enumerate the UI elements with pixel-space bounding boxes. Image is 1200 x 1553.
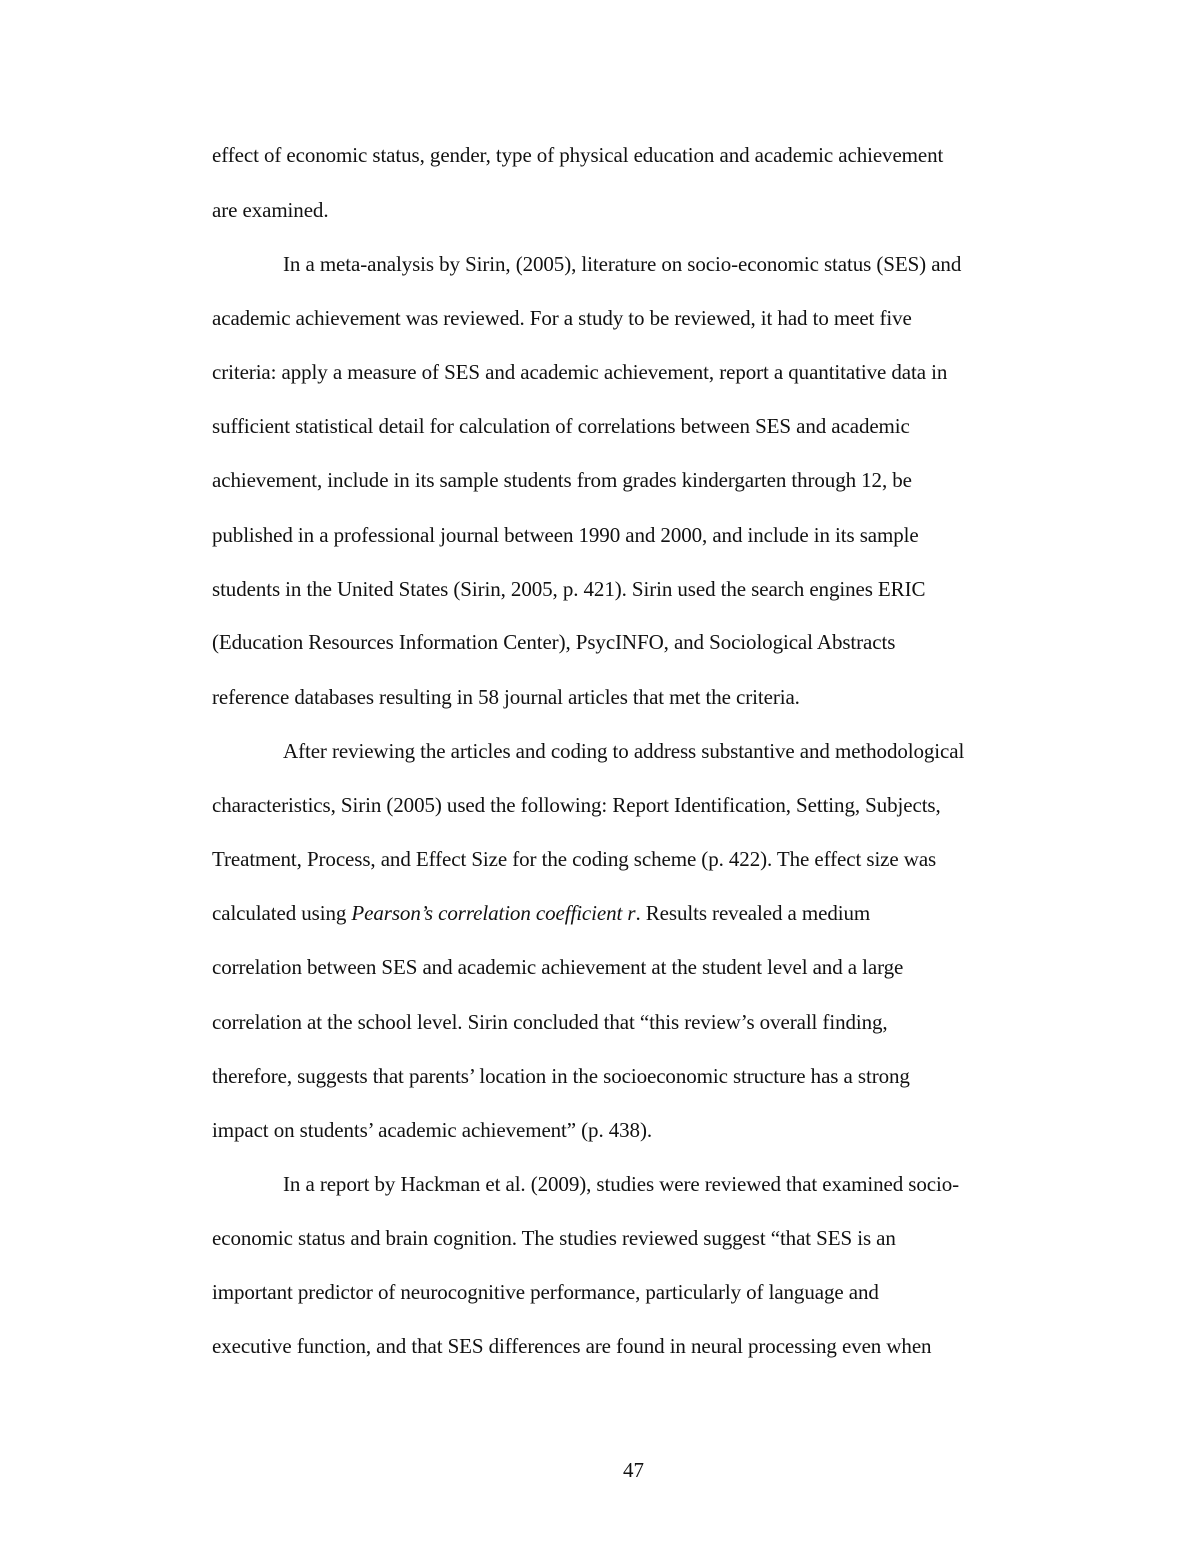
body-text-line: correlation at the school level. Sirin concluded that “this review’s overall finding, [212,1010,888,1034]
text-before-italic: calculated using [212,901,352,925]
body-text-line: executive function, and that SES differences are found in neural processing even when [212,1334,932,1358]
body-text-line: Treatment, Process, and Effect Size for the coding scheme (p. 422). The effect size was [212,847,937,871]
body-text-line: economic status and brain cognition. The studies reviewed suggest “that SES is an [212,1226,896,1250]
body-text-line: published in a professional journal between 1990 and 2000, and include in its sample [212,523,919,547]
body-text-line: (Education Resources Information Center), PsycINFO, and Sociological Abstracts [212,630,896,654]
body-text-line: sufficient statistical detail for calculation of correlations between SES and academic [212,414,910,438]
italic-term: Pearson’s correlation coefficient r [351,901,636,925]
paragraph-first-line: In a report by Hackman et al. (2009), studies were reviewed that examined socio- [283,1172,959,1196]
body-text-line: achievement, include in its sample students from grades kindergarten through 12, be [212,468,912,492]
body-text-line: characteristics, Sirin (2005) used the following: Report Identification, Setting, Subjects, [212,793,941,817]
body-text-line: students in the United States (Sirin, 2005, p. 421). Sirin used the search engines ERIC [212,577,926,601]
body-text-line: criteria: apply a measure of SES and academic achievement, report a quantitative data in [212,360,948,384]
body-text-line: effect of economic status, gender, type of physical education and academic achievement [212,143,944,167]
mixed-style-text-line [212,899,870,927]
body-text-line: reference databases resulting in 58 journal articles that met the criteria. [212,685,800,709]
body-text-line: impact on students’ academic achievement” (p. 438). [212,1118,653,1142]
page-number: 47 [623,1458,644,1482]
paragraph-first-line: After reviewing the articles and coding to address substantive and methodological [283,739,965,763]
text-after-italic: . Results revealed a medium [635,901,871,925]
body-text-line: academic achievement was reviewed. For a study to be reviewed, it had to meet five [212,306,912,330]
body-text-line: are examined. [212,198,329,222]
body-text-line: important predictor of neurocognitive performance, particularly of language and [212,1280,879,1304]
body-text-line: therefore, suggests that parents’ location in the socioeconomic structure has a strong [212,1064,910,1088]
paragraph-first-line: In a meta-analysis by Sirin, (2005), literature on socio-economic status (SES) and [283,252,962,276]
body-text-line: correlation between SES and academic achievement at the student level and a large [212,955,904,979]
